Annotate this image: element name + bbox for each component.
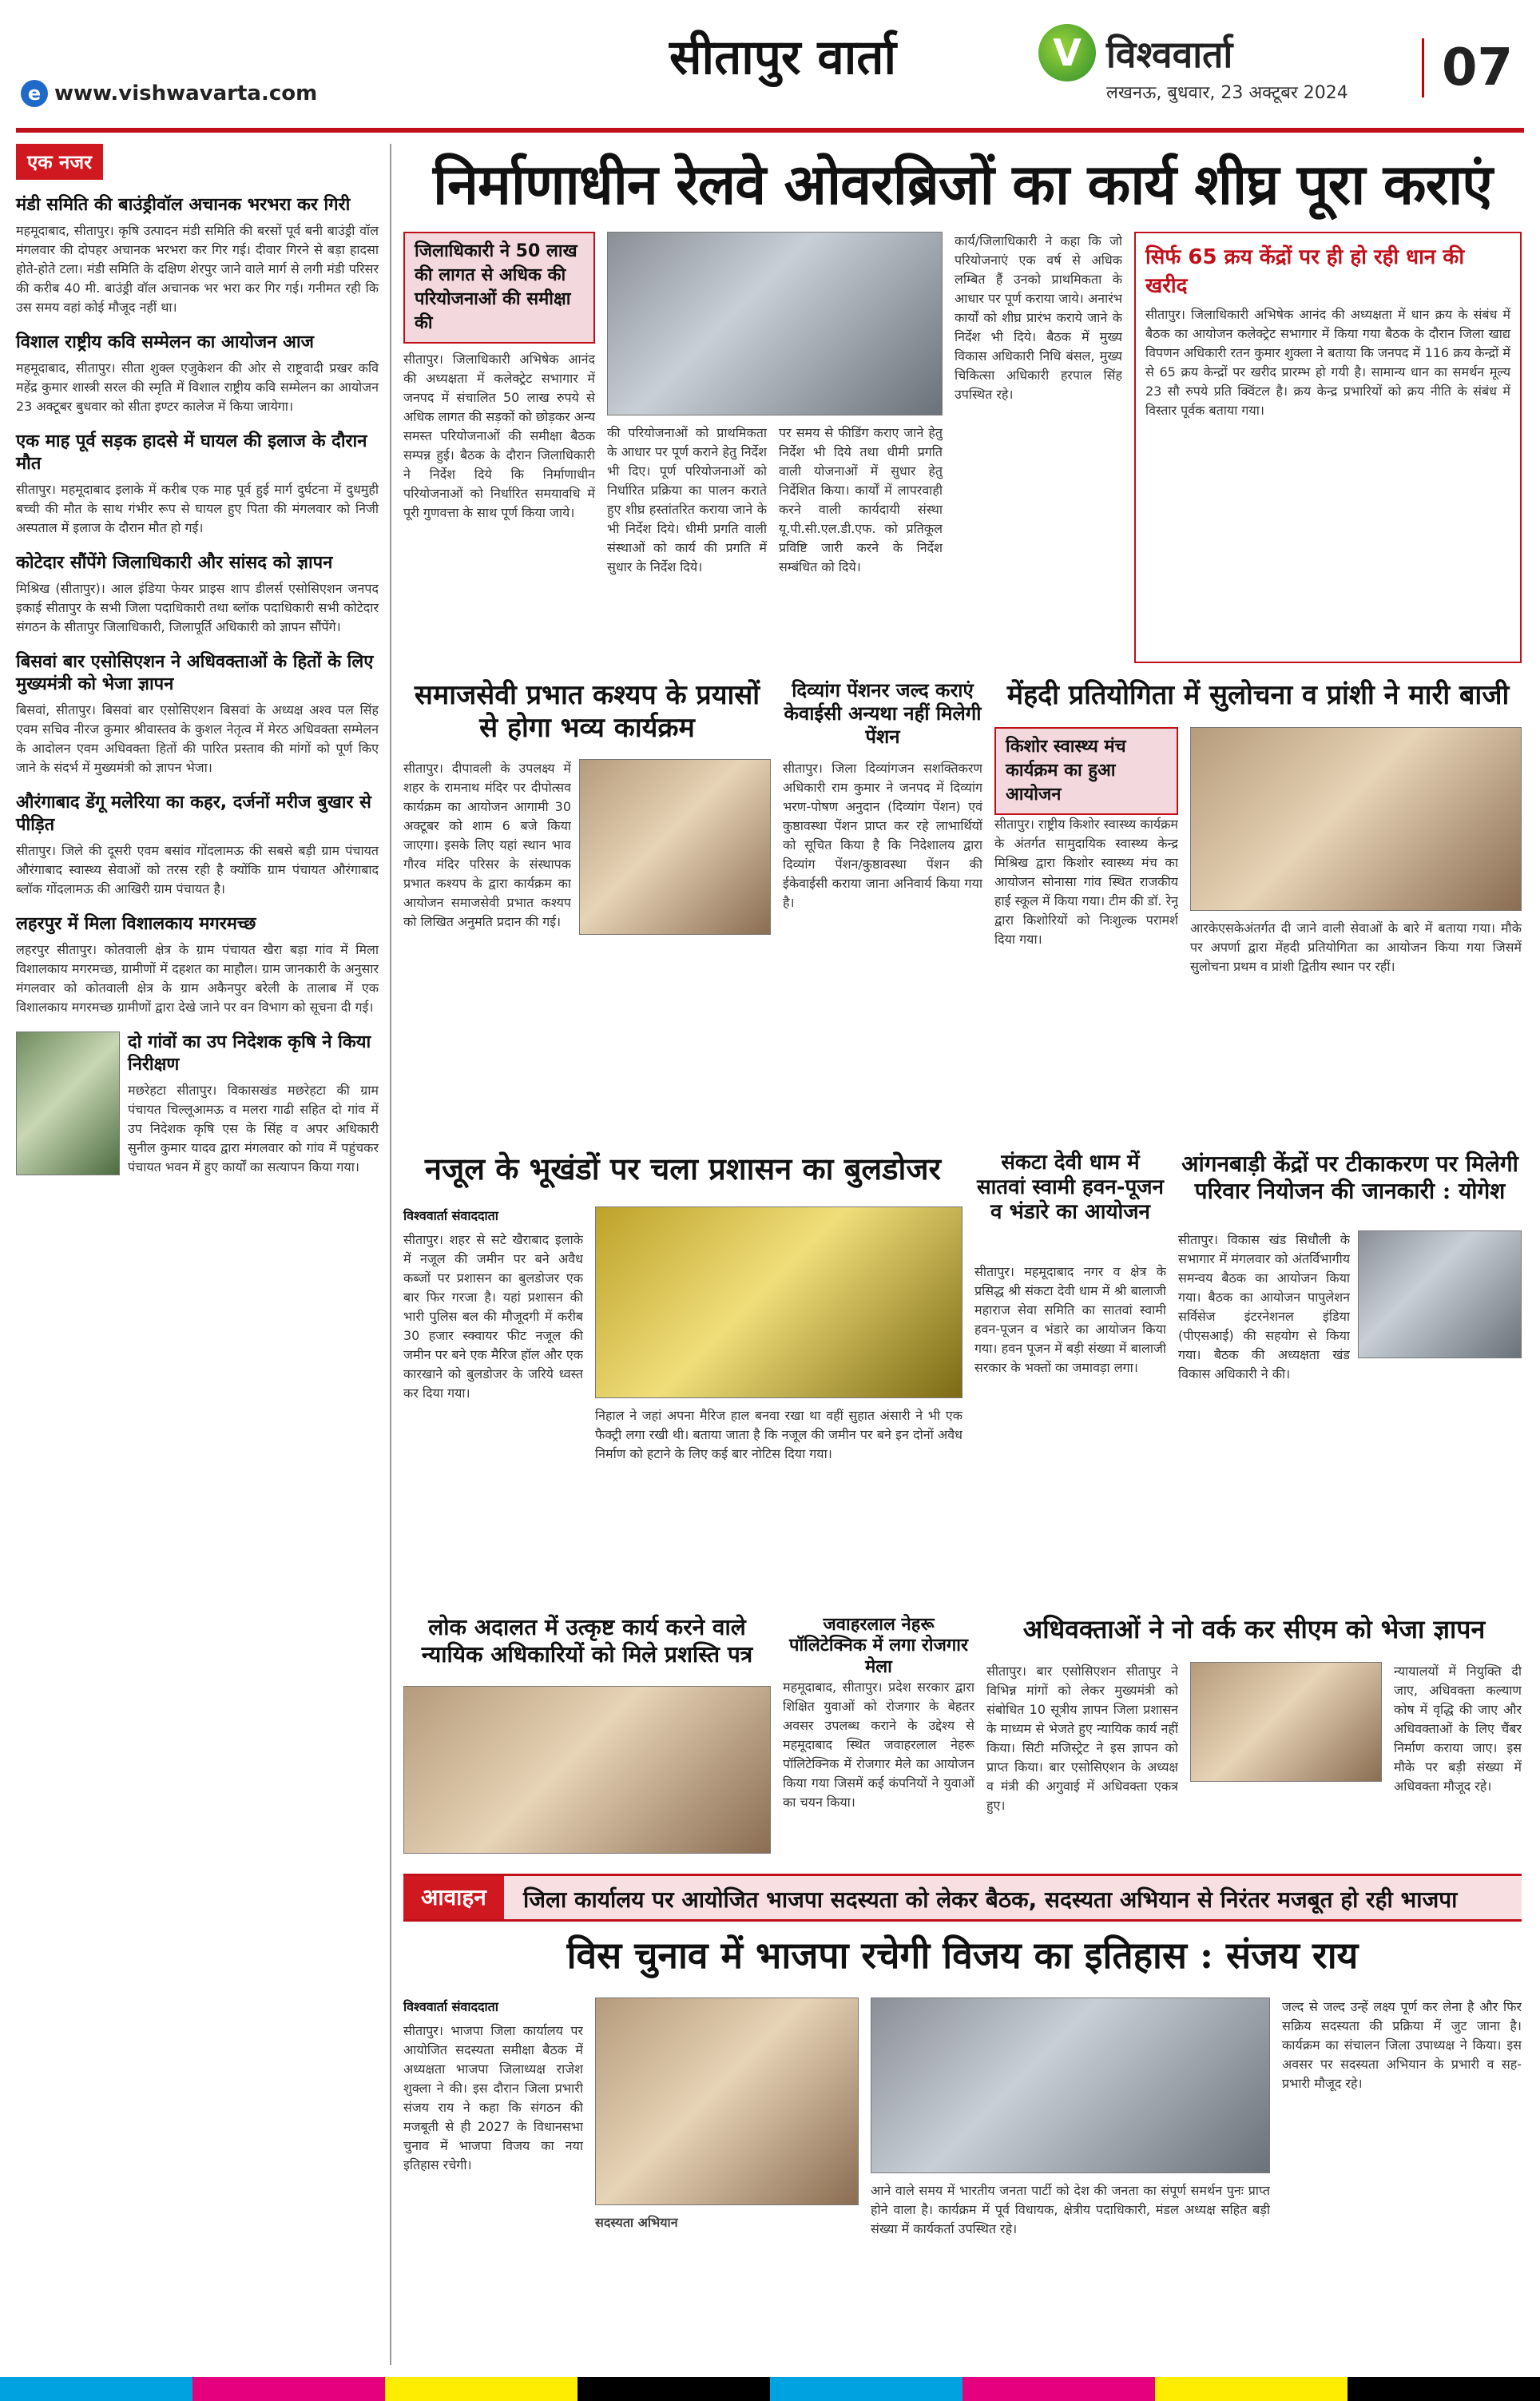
color-swatch bbox=[192, 2377, 385, 2401]
brief-body: महमूदाबाद, सीतापुर। सीता शुक्ल एजुकेशन की ओर से राष्ट्रवादी प्रखर कवि महेंद्र कुमार शास्त्री सरल की स्मृति में विशाल राष्ट्रीय कवि सम्मेलन का आयोजन 23 अक्टूबर बुधवार को सीता इण्टर कालेज में किया जायेगा। bbox=[16, 360, 379, 414]
bjp-photo-2 bbox=[871, 1998, 1270, 2173]
color-swatch bbox=[1155, 2377, 1348, 2401]
brief-body: सीतापुर। जिले की दूसरी एवम बसांव गोंदलामऊ की सबसे बड़ी ग्राम पंचायत औरंगाबाद स्वास्थ्य सेवाओं को तरस रही है क्योंकि ग्राम पंचायत औरंगाबाद ब्लॉक गोंदलामऊ की आखिरी ग्राम पंचायत है। bbox=[16, 843, 379, 896]
sankata-body: सीतापुर। महमूदाबाद नगर व क्षेत्र के प्रसिद्ध श्री संकटा देवी धाम में श्री बालाजी महाराज सेवा समिति का सातवां स्वामी हवन-पूजन व भंडारे का आयोजन किया गया। हवन पूजन में बड़ी संख्या में बालाजी सरकार के भक्तों का जमावड़ा लगा। bbox=[974, 1264, 1166, 1375]
brief-item bbox=[16, 431, 379, 538]
dateline: लखनऊ, बुधवार, 23 अक्टूबर 2024 bbox=[1106, 83, 1348, 103]
lead-photo bbox=[607, 232, 943, 415]
section-name: सीतापुर वार्ता bbox=[669, 30, 896, 85]
brief-item bbox=[16, 194, 379, 317]
paddy-body: सीतापुर। जिलाधिकारी अभिषेक आनंद की अध्यक्षता में धान क्रय के संबंध में बैठक का आयोजन कलेक्ट्रेट सभागार में किया गया बैठक के दौरान जिला खाद्य विपणन अधिकारी रतन कुमार शुक्ला ने बताया कि जनपद में 116 क्रय केन्द्रों में से 65 क्रय केन्द्रों पर खरीद प्रारम्भ हो गयी है। सामान्य धान का समर्थन मूल्य 23 सौ रुपये प्रति क्विंटल है। क्रय केन्द्र प्रभारियों को क्रय नीति के संबंध में विस्तार पूर्वक बताया गया। bbox=[1145, 307, 1510, 418]
bulldozer-body-2: निहाल ने जहां अपना मैरिज हाल बनवा रखा था वहीं सुहात अंसारी ने भी एक फैक्ट्री लगा रखी थी। बताया जाता है कि नजूल की जमीन पर बने इन दोनों अवैध निर्माण को हटाने के लिए कई बार नोटिस दिया गया। bbox=[595, 1408, 963, 1461]
brief-body: सीतापुर। महमूदाबाद इलाके में करीब एक माह पूर्व हुई मार्ग दुर्घटना में दुधमुही बच्ची की मौत के साथ गंभीर रूप से घायल हुए पिता की मंगलवार को निजी अस्पताल में इलाज के दौरान मौत हो गई। bbox=[16, 482, 379, 535]
brief-item bbox=[16, 552, 379, 637]
kashyap-title: समाजसेवी प्रभात कश्यप के प्रयासों से होगा भव्य कार्यक्रम bbox=[414, 679, 760, 744]
brief-headline: विशाल राष्ट्रीय कवि सम्मेलन का आयोजन आज bbox=[16, 332, 314, 352]
lead-body-col4: कार्य/जिलाधिकारी ने कहा कि जो परियोजनाएं एक वर्ष से अधिक लम्बित हैं उनको प्राथमिकता के आधार पर पूर्ण कराया जाये। अनारंभ कार्यों को शीघ्र प्रारंभ कराये जाने के निर्देश भी दिये। बैठक में मुख्य विकास अधिकारी निधि बंसल, मुख्य चिकित्सा अधिकारी हरपाल सिंह उपस्थित रहे। bbox=[955, 233, 1122, 402]
brand-name: विश्ववार्ता bbox=[1106, 33, 1233, 76]
lead-deck: जिलाधिकारी ने 50 लाख की लागत से अधिक की परियोजनाओं की समीक्षा की bbox=[403, 232, 595, 344]
site-url[interactable]: e www.vishwavarta.com bbox=[21, 80, 317, 107]
brief-headline: दो गांवों का उप निदेशक कृषि ने किया निरीक्षण bbox=[128, 1032, 371, 1075]
brief-headline: कोटेदार सौंपेंगे जिलाधिकारी और सांसद को ज्ञापन bbox=[16, 553, 333, 573]
brief-item bbox=[16, 332, 379, 416]
aavahan-tag: आवाहन bbox=[403, 1876, 504, 1919]
kashyap-body: सीतापुर। दीपावली के उपलक्ष्य में शहर के रामनाथ मंदिर पर दीपोत्सव कार्यक्रम का आयोजन आगामी 30 अक्टूबर को शाम 6 बजे किया जाएगा। इसके लिए यहां स्थान भाव गौरव मंदिर परिसर के संस्थापक प्रभात कश्यप के द्वारा कार्यक्रम का आयोजन समाजसेवी प्रभात कश्यप को लिखित अनुमति प्रदान की गई। bbox=[403, 761, 571, 929]
bjp-title: विस चुनाव में भाजपा रचेगी विजय का इतिहास : संजय राय bbox=[566, 1934, 1359, 1977]
bjp-body-3: जल्द से जल्द उन्हें लक्ष्य पूर्ण कर लेना है और फिर सक्रिय सदस्यता की प्रक्रिया में जुट जाना है। कार्यक्रम का संचालन जिला उपाध्यक्ष ने किया। इस अवसर पर सदस्यता अभियान के प्रभारी व सह-प्रभारी मौजूद रहे। bbox=[1282, 1999, 1522, 2091]
brief-body: मछरेहटा सीतापुर। विकासखंड मछरेहटा की ग्राम पंचायत चिल्लूआमऊ व मलरा गाढी सहित दो गांव में उप निदेशक कृषि एस के सिंह व अपर अधिकारी सुनील कुमार यादव द्वारा मंगलवार को गांव में पहुंचकर पंचायत भवन में हुए कार्यों का सत्यापन किया गया। bbox=[128, 1083, 379, 1175]
lead-body-col2: की परियोजनाओं को प्राथमिकता के आधार पर पूर्ण कराने हेतु निर्देश भी दिए। पूर्ण परियोजनाओं को निर्धारित प्रक्रिया का पालन कराते हुए शीघ्र हस्तांतरित कराया जाने के भी निर्देश दिये। धीमी प्रगति वाली संस्थाओं को कार्य की प्रगति में सुधार के निर्देश दिये। bbox=[607, 425, 767, 574]
brief-body: बिसवां, सीतापुर। बिसवां बार एसोसिएशन बिसवां के अध्यक्ष अश्व पल सिंह एवम सचिव नीरज कुमार श्रीवास्तव के कुशल नेतृत्व में मेरठ अधिवक्ता सम्मेलन के आदोलन एवम अधिवक्ता हितों की पारित प्रस्ताव की मांगों को पूर्ण किए जाने के संदर्भ में मुख्यमंत्री को ज्ञापन भेजा। bbox=[16, 702, 379, 775]
mehndi-deck: किशोर स्वास्थ्य मंच कार्यक्रम का हुआ आयोजन bbox=[994, 727, 1178, 815]
aavahan-strip bbox=[403, 1874, 1522, 1922]
advocates-photo bbox=[1190, 1662, 1382, 1782]
mehndi-body: सीतापुर। राष्ट्रीय किशोर स्वास्थ्य कार्यक्रम के अंतर्गत सामुदायिक स्वास्थ्य केन्द्र मिश्रिख द्वारा किशोर स्वास्थ्य मंच का आयोजन सोनासा गांव स्थित राजकीय हाई स्कूल में किया गया। टीम की डॉ. रेनू द्वारा किशोरियों को निःशुल्क परामर्श दिया गया। bbox=[994, 817, 1178, 947]
anganwadi-body: सीतापुर। विकास खंड सिधौली के सभागार में मंगलवार को अंतर्विभागीय समन्वय बैठक का आयोजन किया गया। बैठक का आयोजन पापुलेशन सर्विसेज इंटरनेशनल इंडिया (पीएसआई) की सहयोग से किया गया। बैठक की अध्यक्षता खंड विकास अधिकारी ने की। bbox=[1178, 1232, 1350, 1381]
bulldozer-title: नजूल के भूखंडों पर चला प्रशासन का बुलडोजर bbox=[424, 1151, 942, 1187]
aavahan-line: जिला कार्यालय पर आयोजित भाजपा सदस्यता को लेकर बैठक, सदस्यता अभियान से निरंतर मजबूत हो रही भाजपा bbox=[523, 1886, 1458, 1913]
lead-headline: निर्माणाधीन रेलवे ओवरब्रिजों का कार्य शीघ्र पूरा कराएं bbox=[433, 151, 1492, 217]
pension-title: दिव्यांग पेंशनर जल्द कराएं केवाईसी अन्यथा नहीं मिलेगी पेंशन bbox=[784, 678, 982, 748]
brief-body: लहरपुर सीतापुर। कोतवाली क्षेत्र के ग्राम पंचायत खैरा बड़ा गांव में मिला विशालकाय मगरमच्छ, ग्रामीणों में दहशत का माहौल। ग्राम जानकारी के अनुसार मंगलवार को कोतवाली क्षेत्र के ग्राम अकैनपुर बरेली के तालाब में एक विशालकाय मगरमच्छ ग्रामीणों द्वारा देखे जाने पर वन विभाग को सूचना दी गई। bbox=[16, 942, 379, 1015]
brief-body: महमूदाबाद, सीतापुर। कृषि उत्पादन मंडी समिति की बरसों पूर्व बनी बाउंड्री वॉल मंगलवार की दोपहर अचानक भरभरा कर गिर गई। दीवार गिरने से बड़ा हादसा होते-होते टला। मंडी समिति के दक्षिण शेरपुर जाने वाले मार्ग से लगी मंडी परिसर की करीब 40 मी. बाउंड्री वॉल अचानक भर भरा कर गिर गई। गनीमत रही कि उस समय वहां कोई मौजूद नहीं था। bbox=[16, 223, 379, 315]
brief-item bbox=[16, 1032, 379, 1177]
brief-headline: औरंगाबाद डेंगू मलेरिया का कहर, दर्जनों मरीज बुखार से पीड़ित bbox=[16, 793, 371, 835]
page-number: 07 bbox=[1422, 38, 1513, 97]
color-swatch bbox=[0, 2377, 192, 2401]
color-swatch bbox=[963, 2377, 1155, 2401]
pension-body: सीतापुर। जिला दिव्यांगजन सशक्तिकरण अधिकारी राम कुमार ने जनपद में दिव्यांग भरण-पोषण अनुदान (दिव्यांग पेंशन) एवं कुष्ठावस्था पेंशन प्राप्त कर रहे लाभार्थियों को सूचित किया है कि निदेशालय द्वारा दिव्यांग पेंशन/कुष्ठावस्था पेंशन की ईकेवाईसी कराया जाना अनिवार्य किया गया है। bbox=[783, 761, 982, 910]
briefs-label: एक नजर bbox=[16, 144, 103, 180]
masthead-rule bbox=[16, 128, 1524, 133]
bjp-photo bbox=[595, 1998, 859, 2205]
lead-body-col1: सीतापुर। जिलाधिकारी अभिषेक आनंद की अध्यक्षता में कलेक्ट्रेट सभागार में जनपद में संचालित 50 लाख रुपये से अधिक लागत की सड़कों को छोड़कर अन्य समस्त परियोजनाओं की समीक्षा बैठक सम्पन्न हुई। बैठक के दौरान जिलाधिकारी ने निर्देश दिये कि निर्माणाधीन परियोजनाओं को निर्धारित समयावधि में पूरी गुणवत्ता के साथ पूर्ण किया जाये। bbox=[403, 352, 595, 520]
bulldozer-byline: विश्ववार्ता संवाददाता bbox=[403, 1208, 498, 1223]
brief-headline: लहरपुर में मिला विशालकाय मगरमच्छ bbox=[16, 914, 256, 934]
advocates-body: सीतापुर। बार एसोसिएशन सीतापुर ने विभिन्न मांगों को लेकर मुख्यमंत्री को संबोधित 10 सूत्रीय ज्ञापन जिला प्रशासन के माध्यम से भेजते हुए न्यायिक कार्य नहीं किया। सिटी मजिस्ट्रेट ने इस ज्ञापन को प्राप्त किया। बार एसोसिएशन के अध्यक्ष व मंत्री की अगुवाई में अधिवक्ता एकत्र हुए। bbox=[986, 1664, 1178, 1813]
brief-item bbox=[16, 913, 379, 1017]
brief-headline: बिसवां बार एसोसिएशन ने अधिवक्ताओं के हितों के लिए मुख्यमंत्री को भेजा ज्ञापन bbox=[16, 652, 374, 694]
bjp-byline: विश्ववार्ता संवाददाता bbox=[403, 1999, 498, 2014]
color-swatch bbox=[1348, 2377, 1540, 2401]
color-swatch bbox=[385, 2377, 578, 2401]
bjp-photo-caption: सदस्यता अभियान bbox=[595, 2215, 678, 2230]
browser-e-icon: e bbox=[21, 80, 48, 107]
bjp-body: सीतापुर। भाजपा जिला कार्यालय पर आयोजित सदस्यता समीक्षा बैठक में अध्यक्षता भाजपा जिलाध्यक्ष राजेश शुक्ला ने की। इस दौरान जिला प्रभारी संजय राय ने कहा कि संगठन की मजबूती से ही 2027 के विधानसभा चुनाव में भाजपा विजय का नया इतिहास रचेगी। bbox=[403, 2023, 583, 2172]
anganwadi-photo bbox=[1358, 1230, 1522, 1358]
lokadalat-title: लोक अदालत में उत्कृष्ट कार्य करने वाले न्यायिक अधिकारियों को मिले प्रशस्ति पत्र bbox=[421, 1614, 753, 1668]
masthead bbox=[0, 0, 1540, 120]
polytechnic-body: महमूदाबाद, सीतापुर। प्रदेश सरकार द्वारा शिक्षित युवाओं को रोजगार के बेहतर अवसर उपलब्ध कराने के उद्देश्य से महमूदाबाद स्थित जवाहरलाल नेहरू पॉलिटेक्निक में रोजगार मेले का आयोजन किया गया जिसमें कई कंपनियों ने युवाओं का चयन किया। bbox=[783, 1680, 974, 1810]
advocates-title: अधिवक्ताओं ने नो वर्क कर सीएम को भेजा ज्ञापन bbox=[1022, 1614, 1486, 1644]
color-swatch bbox=[770, 2377, 963, 2401]
brief-headline: एक माह पूर्व सड़क हादसे में घायल की इलाज के दौरान मौत bbox=[16, 431, 367, 474]
kashyap-photo bbox=[579, 759, 771, 935]
bulldozer-photo bbox=[595, 1206, 963, 1398]
advocates-body-2: न्यायालयों में नियुक्ति दी जाए, अधिवक्ता कल्याण कोष में वृद्धि की जाए और अधिवक्ताओं के लिए चैंबर निर्माण कराया जाए। इस मौके पर बड़ी संख्या में अधिवक्ता मौजूद रहे। bbox=[1394, 1664, 1522, 1794]
print-color-bar bbox=[0, 2377, 1540, 2401]
inspection-photo bbox=[16, 1032, 120, 1175]
sankata-title: संकटा देवी धाम में सातवां स्वामी हवन-पूजन व भंडारे का आयोजन bbox=[977, 1151, 1164, 1225]
brief-body: मिश्रिख (सीतापुर)। आल इंडिया फेयर प्राइस शाप डीलर्स एसोसिएशन जनपद इकाई सीतापुर के सभी जिला पदाधिकारी तथा ब्लॉक पदाधिकारी सभी कोटेदार संगठन के सीतापुर जिलाधिकारी, जिलापूर्ति अधिकारी को ज्ञापन सौंपेंगे। bbox=[16, 581, 379, 634]
anganwadi-title: आंगनबाड़ी केंद्रों पर टीकाकरण पर मिलेगी परिवार नियोजन की जानकारी : योगेश bbox=[1181, 1151, 1518, 1204]
brand-logo-icon: V bbox=[1038, 24, 1096, 81]
lokadalat-photo bbox=[403, 1686, 771, 1854]
paddy-title: सिर्फ 65 क्रय केंद्रों पर ही हो रही धान की खरीद bbox=[1145, 245, 1465, 298]
polytechnic-title: जवाहरलाल नेहरू पॉलिटेक्निक में लगा रोजगार मेला bbox=[789, 1614, 968, 1677]
lead-body-col3: पर समय से फीडिंग कराए जाने हेतु निर्देश भी दिये तथा धीमी प्रगति वाली योजनाओं में सुधार हेतु निर्देशित किया। कार्यों में लापरवाही करने वाली कार्यदायी संस्था यू.पी.सी.एल.डी.एफ. को प्रतिकूल प्रविष्टि जारी करने के निर्देश सम्बंधित को दिये। bbox=[779, 425, 943, 574]
brief-item bbox=[16, 792, 379, 899]
brief-headline: मंडी समिति की बाउंड्रीवॉल अचानक भरभरा कर गिरी bbox=[16, 195, 351, 215]
color-swatch bbox=[578, 2377, 770, 2401]
brief-item bbox=[16, 651, 379, 777]
mehndi-photo bbox=[1190, 727, 1522, 911]
mehndi-title: मेंहदी प्रतियोगिता में सुलोचना व प्रांशी ने मारी बाजी bbox=[1006, 679, 1510, 711]
mehndi-body-2: आरकेएसकेअंतर्गत दी जाने वाली सेवाओं के बारे में बताया गया। मौके पर अपर्णा द्वारा मेंहदी प्रतियोगिता का आयोजन किया गया जिसमें सुलोचना प्रथम व प्रांशी द्वितीय स्थान पर रहीं। bbox=[1190, 920, 1522, 974]
briefs-column bbox=[16, 144, 391, 2365]
bjp-body-2: आने वाले समय में भारतीय जनता पार्टी को देश की जनता का संपूर्ण समर्थन पुनः प्राप्त होने वाला है। कार्यक्रम में पूर्व विधायक, क्षेत्रीय पदाधिकारी, मंडल अध्यक्ष सहित बड़ी संख्या में कार्यकर्ता उपस्थित रहे। bbox=[871, 2183, 1270, 2236]
lead-deck-block bbox=[403, 232, 595, 523]
bulldozer-body: सीतापुर। शहर से सटे खैराबाद इलाके में नजूल की जमीन पर बने अवैध कब्जों पर प्रशासन का बुलडोजर एक बार फिर गरजा है। यहां प्रशासन की भारी पुलिस बल की मौजूदगी में करीब 30 हजार स्क्वायर फीट नजूल की जमीन पर बने एक मैरिज हॉल और एक कारखाने को बुलडोजर के जरिये ध्वस्त कर दिया गया। bbox=[403, 1232, 583, 1401]
paddy-box bbox=[1134, 232, 1522, 663]
